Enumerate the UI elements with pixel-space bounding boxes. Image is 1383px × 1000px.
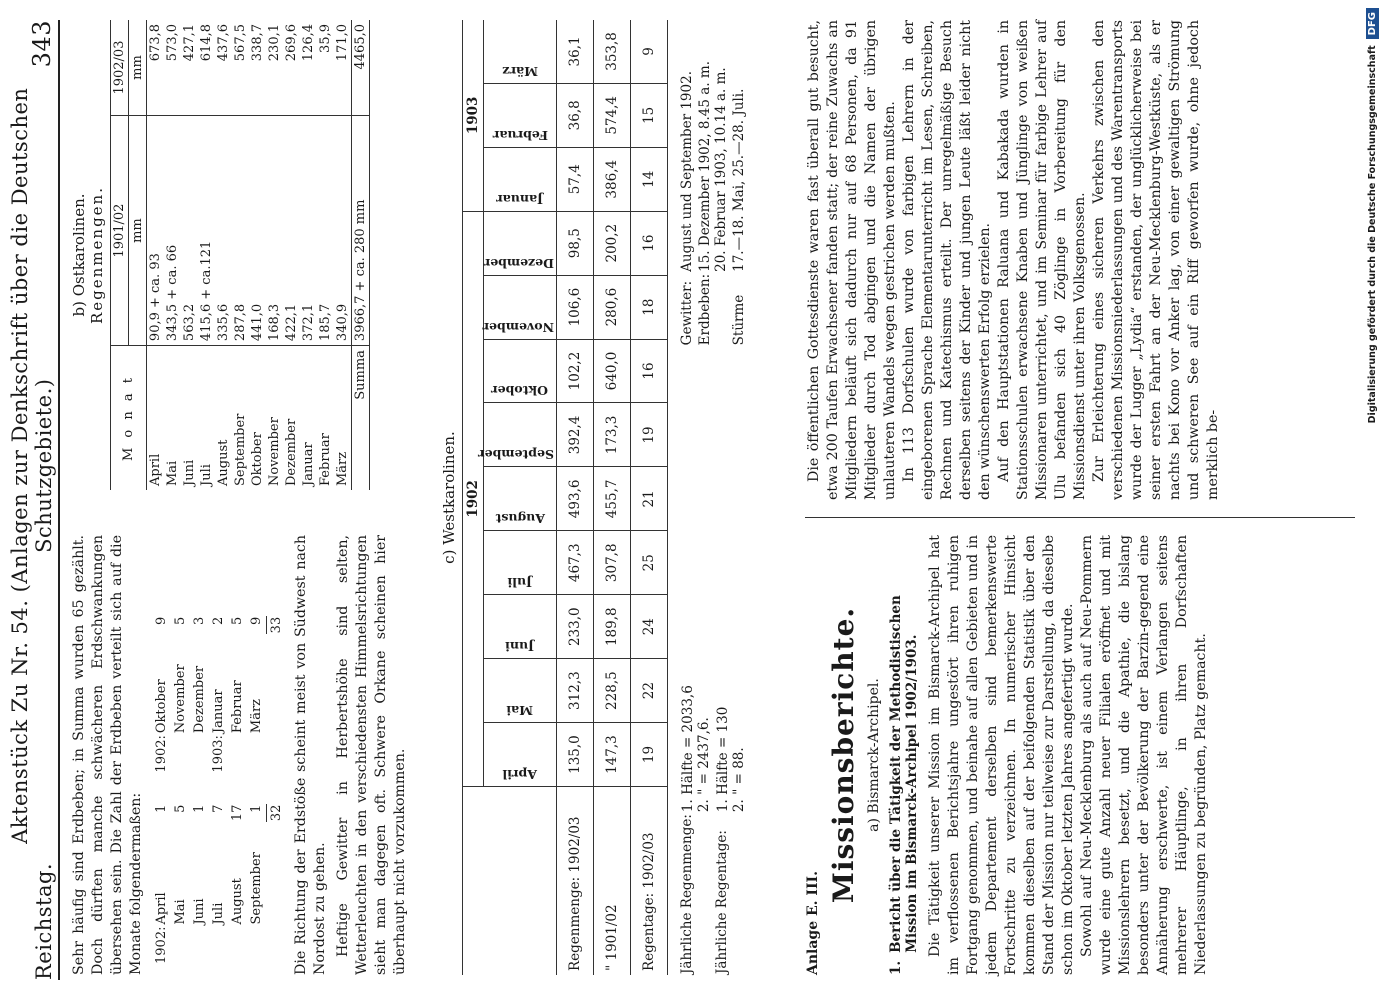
quake-year <box>190 926 209 965</box>
rain-1901: 563,2 <box>181 116 198 346</box>
quake-year <box>228 734 247 773</box>
west-row <box>594 20 631 975</box>
rain-row <box>147 20 165 490</box>
west-cell: 455,7 <box>594 467 631 531</box>
west-cell: 98,5 <box>557 211 594 275</box>
rain-table-west <box>462 20 668 975</box>
rain-row <box>232 20 249 490</box>
events-summary <box>678 60 748 346</box>
sum-b: 4465,0 <box>352 20 370 116</box>
quake-row <box>152 616 171 774</box>
west-row-label: Regenmenge: 1902/03 <box>567 816 583 971</box>
west-row-label: " 1901/02 <box>604 904 620 971</box>
west-cell: 200,2 <box>594 211 631 275</box>
month-header: Februar <box>492 127 548 143</box>
rain-1901: 335,6 <box>215 116 232 346</box>
ostkarolinen-subheading: Regenmengen. <box>88 186 106 324</box>
rain-1902: 614,8 <box>198 20 215 116</box>
header-rule <box>58 20 60 980</box>
dfg-logo: DFG <box>1366 8 1379 39</box>
west-cell: 228,5 <box>594 659 631 723</box>
report-p3: Die öffentlichen Gottesdienste waren fast überall gut besucht, etwa 200 Taufen Erwachsener fanden statt; der reine Zuwachs an Mitgliedern beläuft sich dadurch nur auf 68 Personen, da 91 Mitglieder durch Tod abgingen und die Namen der übrigen unlauteren Wandels wegen gestrichen werden mußten. <box>806 20 898 500</box>
quake-count: 5 <box>173 616 188 626</box>
quake-month: Mai <box>173 899 188 925</box>
quake-sum-row <box>267 616 287 774</box>
quake-month: April <box>154 892 169 925</box>
rain-month: August <box>216 439 231 486</box>
quake-sum-row <box>267 804 287 965</box>
west-cell: 392,4 <box>557 403 594 467</box>
gewitter-value: August und September 1902. <box>679 71 695 272</box>
quake-sum: 33 <box>267 616 287 635</box>
quake-row <box>228 804 247 965</box>
west-cell: 233,0 <box>557 595 594 659</box>
gewitter-label: Gewitter: <box>679 280 695 346</box>
quake-row <box>209 616 228 774</box>
quake-row <box>247 804 267 965</box>
west-cell: 14 <box>631 147 668 211</box>
year-1903: 1903 <box>463 20 484 211</box>
rain-row <box>283 20 300 490</box>
west-cell: 173,3 <box>594 403 631 467</box>
month-header: Oktober <box>491 383 549 399</box>
west-cell: 467,3 <box>557 531 594 595</box>
quake-row <box>228 616 247 774</box>
west-cell: 19 <box>631 723 668 787</box>
quake-month: Dezember <box>192 665 207 734</box>
column-rule <box>805 517 1355 518</box>
rain-1902: 230,1 <box>266 20 283 116</box>
report-subtitle <box>888 535 920 975</box>
west-cell: 22 <box>631 659 668 723</box>
yearly-rain-label: Jährliche Regenmenge: <box>679 814 695 974</box>
rain-1902: 35,9 <box>317 20 334 116</box>
quake-year: 1903: <box>211 735 226 773</box>
report-p5: Auf den Hauptstationen Raluana und Kabakada wurden in Stationsschulen erwachsene Knaben und Jünglinge von weißen Missionaren unterrichtet, und im Seminar für farbige Lehrer auf Ulu befanden sich 40 Zöglinge in Vorbereitung für den Missionsdienst unter ihren Volksgenossen. <box>996 20 1088 500</box>
page-number: 343 <box>28 20 56 68</box>
quake-month: November <box>173 664 188 734</box>
rain-row <box>215 20 232 490</box>
quake-month: Juni <box>192 898 207 925</box>
quake-intro: Sehr häufig sind Erdbeben; in Summa wurden 65 gezählt. Doch dürften manche schwächeren Erdschwankungen übersehen sein. Die Zahl der Erdbeben verteilt sich auf die Monate folgendermaßen: <box>71 535 144 975</box>
quake-year: 1902: <box>154 926 169 964</box>
report-p4: In 113 Dorfschulen wurde von farbigen Lehrern in der eingeborenen Sprache Elementarunterricht im Lesen, Schreiben, Rechnen und Katechismus erteilt. Der unregelmäßige Besuch derselben seitens der Kinder und jungen Leute läßt leider nicht den wünschenswerten Erfolg erzielen. <box>901 20 993 500</box>
west-cell: 36,1 <box>557 20 594 83</box>
quake-tables <box>152 535 286 965</box>
yearly-summary <box>678 684 748 975</box>
rain-1902: 269,6 <box>283 20 300 116</box>
quake-count: 9 <box>154 616 169 626</box>
west-cell: 493,6 <box>557 467 594 531</box>
west-cell: 57,4 <box>557 147 594 211</box>
rain-1902: 427,1 <box>181 20 198 116</box>
month-header: August <box>495 511 545 527</box>
yearly-days-label: Jährliche Regentage: <box>714 830 730 974</box>
quake-year: 1902: <box>154 735 169 773</box>
quake-month: Januar <box>211 689 226 734</box>
col-1901: 1901/02 <box>111 116 129 346</box>
west-cell: 9 <box>631 20 668 83</box>
rain-1902: 171,0 <box>334 20 352 116</box>
west-cell: 36,8 <box>557 83 594 147</box>
rain-row <box>334 20 352 490</box>
sum-a: 3966,7 + ca. 280 mm <box>352 116 370 346</box>
quake-month: August <box>230 878 245 925</box>
quake-month: Oktober <box>154 679 169 734</box>
month-header: November <box>482 319 554 335</box>
rain-1901: 415,6 + ca.121 <box>198 116 215 346</box>
quake-count: 17 <box>230 804 245 822</box>
yearly-days-1: 1. Hälfte = 130 <box>714 706 731 813</box>
rain-month: Dezember <box>284 418 299 486</box>
west-cell: 16 <box>631 339 668 403</box>
west-cell: 574,4 <box>594 83 631 147</box>
west-cell: 102,2 <box>557 339 594 403</box>
quake-row <box>171 616 190 774</box>
west-cell: 106,6 <box>557 275 594 339</box>
mission-left-column <box>805 535 1211 975</box>
month-header: Januar <box>496 191 544 207</box>
rain-table-ost <box>110 20 370 490</box>
rain-row <box>317 20 334 490</box>
quake-count: 1 <box>249 804 264 813</box>
west-cell: 15 <box>631 83 668 147</box>
rain-month: Januar <box>301 442 316 486</box>
quake-row <box>190 616 209 774</box>
month-header: Dezember <box>483 255 554 271</box>
stuerme-value: 17.—18. Mai, 25.—28. Juli. <box>731 88 747 272</box>
ostkarolinen-section <box>70 20 370 490</box>
month-header: Juli <box>507 575 533 591</box>
header-left: Reichstag. <box>32 862 56 980</box>
rain-month: Mai <box>165 460 180 486</box>
west-summary <box>678 20 748 975</box>
quake-row <box>171 804 190 965</box>
rain-1902: 126,4 <box>300 20 317 116</box>
west-cell: 18 <box>631 275 668 339</box>
quake-count: 7 <box>211 804 226 813</box>
west-row <box>631 20 668 975</box>
erdbeben-2: 20. Februar 1903, 10.14 a. m. <box>713 67 729 272</box>
report-p2: Sowohl auf Neu-Mecklenburg als auch auf Neu-Pommern wurde eine gute Anzahl neuer Filialen eröffnet und mit Missionslehrern besetzt, und die Apathie, die bislang besonders unter der Bevölkerung der Barzin-gegend eine Annäherung erschwerte, ist einem Verlangen seitens mehrerer Häuptlinge, in ihren Dorfschaften Niederlassungen zu begründen, Platz gemacht. <box>1079 535 1209 975</box>
running-header <box>8 20 56 980</box>
rain-month: Juni <box>182 459 197 486</box>
west-cell: 386,4 <box>594 147 631 211</box>
month-header: April <box>502 767 538 782</box>
ostkarolinen-heading: b) Ostkarolinen. <box>70 193 88 317</box>
quake-row <box>209 804 228 965</box>
erdbeben-1: 15. Dezember 1902, 8.45 a. m. <box>697 61 713 272</box>
quake-count: 1 <box>192 804 207 813</box>
quake-year <box>171 734 190 773</box>
erdbeben-label: Erdbeben: <box>697 273 713 346</box>
rain-month: Juli <box>199 464 214 486</box>
header-title: Aktenstück Zu Nr. 54. (Anlagen zur Denkschrift über die Deutschen Schutzgebiete.) <box>8 87 56 844</box>
rain-1901: 422,1 <box>283 116 300 346</box>
report-number: 1. <box>888 960 904 975</box>
quake-row <box>190 804 209 965</box>
mission-title: Missionsberichte. <box>827 606 860 904</box>
rain-1902: 573,0 <box>164 20 181 116</box>
quake-row <box>152 804 171 965</box>
quake-direction: Die Richtung der Erdstöße scheint meist von Südwest nach Nordost zu gehen. <box>293 535 328 975</box>
dfg-footer <box>1362 0 1383 1000</box>
report-title: Bericht über die Tätigkeit der Methodistischen Mission im Bismarck-Archipel 1902/1903. <box>888 595 920 953</box>
rain-1901: 340,9 <box>334 116 352 346</box>
quake-year <box>209 926 228 965</box>
unit-b: mm <box>129 20 147 116</box>
west-cell: 312,3 <box>557 659 594 723</box>
quake-month: Februar <box>230 680 245 734</box>
quake-count: 9 <box>249 616 264 626</box>
report-p1: Die Tätigkeit unserer Mission im Bismarck-Archipel hat im verflossenen Berichtsjahre ungestört ihren ruhigen Fortgang genommen, und beinahe auf allen Gebieten und in jedem Departement derselben sind bemerkenswerte Fortschritte zu verzeichnen. In numerischer Hinsicht kommen dieselben auf der beifolgenden Statistik über den Stand der Mission nur teilweise zur Darstellung, da dieselbe schon im Oktober letzten Jahres angefertigt wurde. <box>927 535 1076 975</box>
westkarolinen-section <box>440 20 748 975</box>
left-column <box>70 535 410 975</box>
month-header: Juni <box>505 639 535 655</box>
month-header: März <box>502 63 538 79</box>
rain-row <box>249 20 266 490</box>
west-cell: 280,6 <box>594 275 631 339</box>
west-cell: 19 <box>631 403 668 467</box>
quake-year <box>171 926 190 965</box>
col-month: M o n a t <box>111 346 147 490</box>
quake-year <box>247 926 267 965</box>
rain-month: März <box>335 451 350 486</box>
rain-1901: 185,7 <box>317 116 334 346</box>
quake-year <box>247 734 267 773</box>
yearly-days-2: 2. " = 88. <box>730 747 747 813</box>
west-cell: 21 <box>631 467 668 531</box>
quake-year <box>190 734 209 773</box>
quake-sum: 32 <box>267 804 287 823</box>
report-p6: Zur Erleichterung eines sicheren Verkehrs zwischen den verschiedenen Missionsniederlassungen und des Warentransports wurde der Lugger „Lydia“ erstanden, der unglücklicherweise bei seiner ersten Fahrt an der Neu-Mecklenburg-Westküste, als er nachts bei Kono vor Anker lag, von einer gewaltigen Strömung und schweren See auf ein Riff geworfen wurde, ohne jedoch merklich be- <box>1091 20 1221 500</box>
quake-month: März <box>249 698 265 734</box>
rain-row <box>181 20 198 490</box>
west-cell: 25 <box>631 531 668 595</box>
rain-1901: 441,0 <box>249 116 266 346</box>
rain-row <box>198 20 215 490</box>
west-cell: 353,8 <box>594 20 631 83</box>
mission-right-column <box>805 20 1223 500</box>
rain-row <box>300 20 317 490</box>
month-header: Mai <box>506 703 534 719</box>
month-header: September <box>478 447 554 463</box>
quake-year <box>228 926 247 965</box>
stuerme-label: Stürme <box>731 294 747 346</box>
rain-row <box>164 20 181 490</box>
west-cell: 307,8 <box>594 531 631 595</box>
west-cell: 135,0 <box>557 723 594 787</box>
year-1902: 1902 <box>463 211 484 786</box>
rain-1901: 372,1 <box>300 116 317 346</box>
west-row <box>557 20 594 975</box>
unit-a: mm <box>129 116 147 346</box>
quake-month: Juli <box>211 902 226 925</box>
west-cell: 147,3 <box>594 723 631 787</box>
quake-count: 5 <box>173 804 188 813</box>
rain-1902: 338,7 <box>249 20 266 116</box>
thunderstorm-note: Heftige Gewitter in Herbertshöhe sind selten, Wetterleuchten in den verschiedensten Himmelsrichtungen sieht man dagegen oft. Schwere Orkane scheinen hier überhaupt nicht vorzukommen. <box>335 535 408 975</box>
rain-1901: 90,9 + ca. 93 <box>147 116 165 346</box>
col-1902: 1902/03 <box>111 20 129 116</box>
west-cell: 24 <box>631 595 668 659</box>
quake-count: 1 <box>154 804 169 813</box>
anlage-label: Anlage E. III. <box>805 871 821 975</box>
quake-row <box>247 616 267 774</box>
west-row-label: Regentage: 1902/03 <box>641 832 657 971</box>
rain-month: Oktober <box>250 432 265 486</box>
yearly-rain-1: 1. Hälfte = 2033,6 <box>679 685 696 813</box>
rain-month: November <box>267 417 282 486</box>
quake-count: 3 <box>192 616 207 626</box>
quake-count: 2 <box>211 616 226 626</box>
rain-row <box>266 20 283 490</box>
rain-1901: 287,8 <box>232 116 249 346</box>
rain-1902: 437,6 <box>215 20 232 116</box>
quake-table-1 <box>152 804 286 965</box>
quake-month: September <box>249 852 265 925</box>
rain-1901: 168,3 <box>266 116 283 346</box>
sum-label: Summa <box>353 350 368 400</box>
yearly-rain-2: 2. " = 2437,6. <box>695 717 712 813</box>
west-cell: 16 <box>631 211 668 275</box>
rain-month: April <box>148 453 163 486</box>
rain-month: Februar <box>318 433 333 486</box>
rain-month: September <box>233 413 248 486</box>
westkarolinen-heading: c) Westkarolinen. <box>440 431 458 564</box>
rain-1902: 673,8 <box>147 20 165 116</box>
west-cell: 640,0 <box>594 339 631 403</box>
dfg-note: Digitalisierung gefördert durch die Deutsche Forschungsgemeinschaft <box>1367 45 1378 424</box>
rain-1902: 567,5 <box>232 20 249 116</box>
section-bismarck: a) Bismarck-Archipel. <box>866 678 882 832</box>
quake-count: 5 <box>230 616 245 626</box>
west-cell: 189,8 <box>594 595 631 659</box>
quake-table-2 <box>152 616 286 774</box>
rain-1901: 343,5 + ca. 66 <box>164 116 181 346</box>
